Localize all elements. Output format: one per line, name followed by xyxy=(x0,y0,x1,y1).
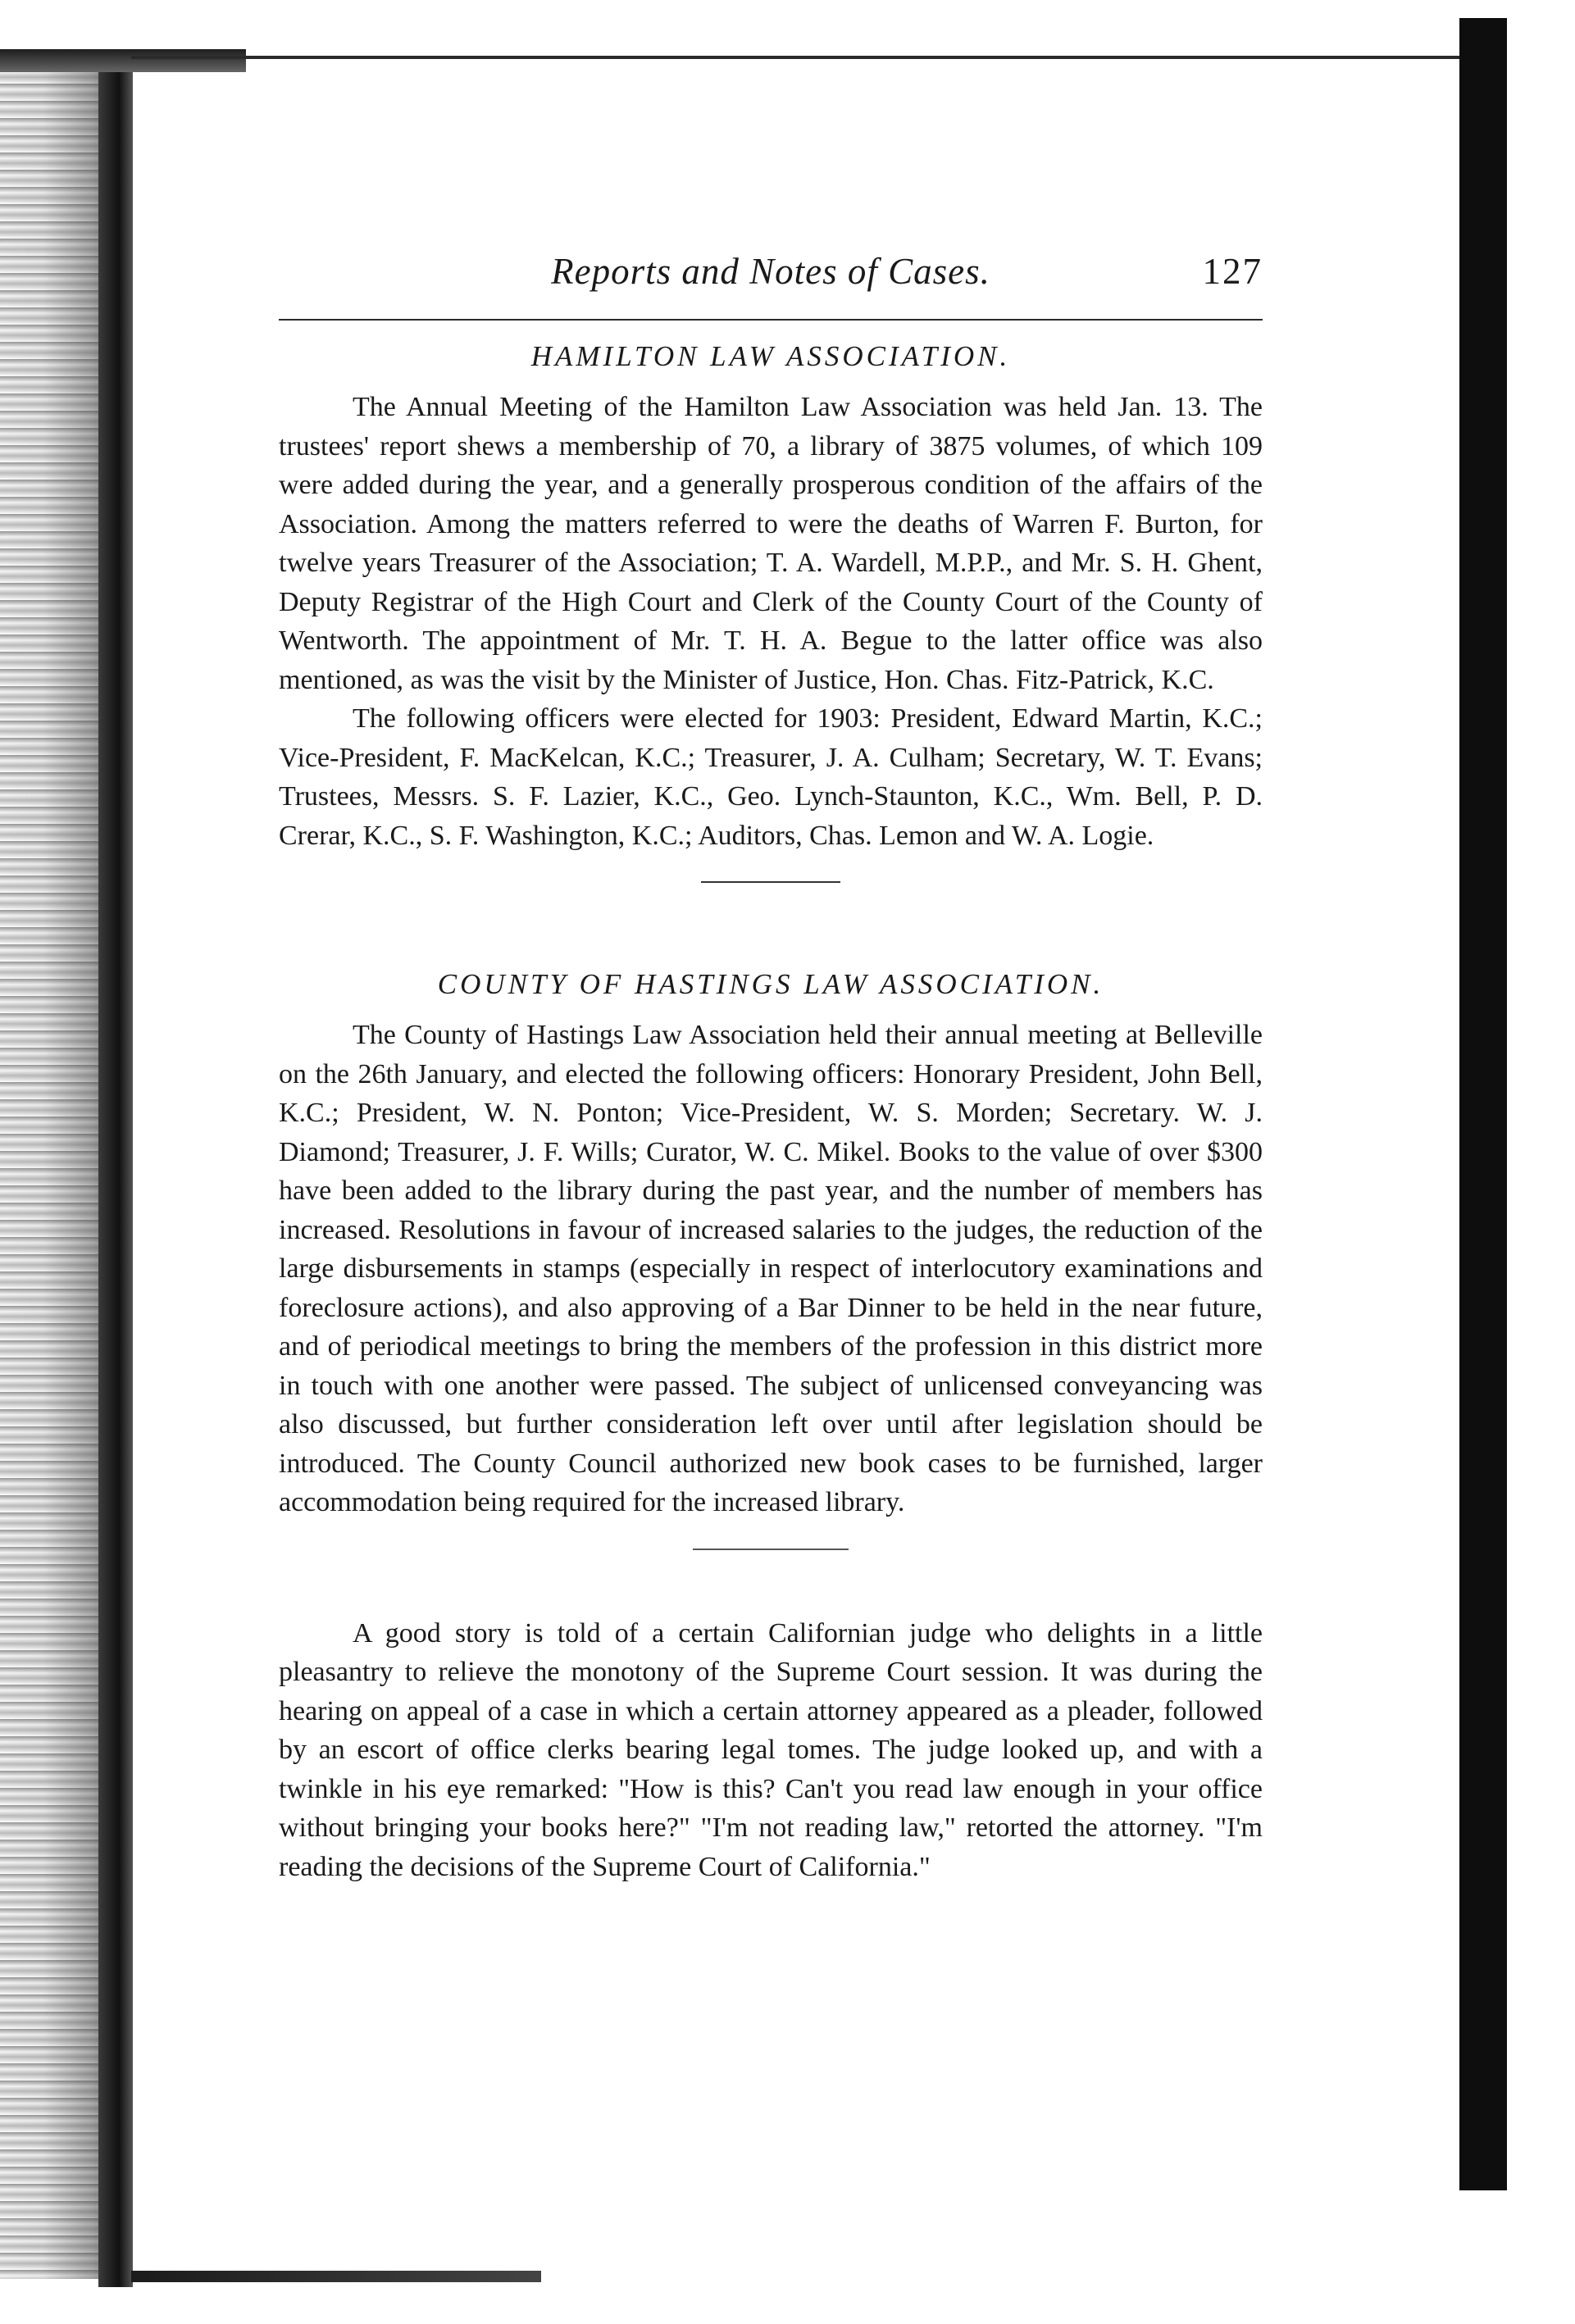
section-heading: HAMILTON LAW ASSOCIATION. xyxy=(530,340,1011,372)
section-county-of-hastings-law-association xyxy=(279,968,1263,1522)
section-anecdote xyxy=(279,1614,1263,1887)
scan-top-line xyxy=(131,56,1459,59)
scan-right-edge xyxy=(1459,18,1507,2190)
running-head-title: Reports and Notes of Cases. xyxy=(551,251,990,292)
paragraph: The following officers were elected for 1903: President, Edward Martin, K.C.; Vice-President, F. MacKelcan, K.C.; Treasurer, J. A. Culham; Secretary, W. T. Evans; Trustees, Messrs. S. F. Lazier, K.C., Geo. Lynch-Staunton, K.C., Wm. Bell, P. D. Crerar, K.C., S. F. Washington, K.C.; Auditors, Chas. Lemon and W. A. Logie. xyxy=(279,703,1263,851)
paragraph: The Annual Meeting of the Hamilton Law Association was held Jan. 13. The trustees' report shews a membership of 70, a library of 3875 volumes, of which 109 were added during the year, and a generally prosperous condition of the affairs of the Association. Among the matters referred to were the deaths of Warren F. Burton, for twelve years Treasurer of the Association; T. A. Wardell, M.P.P., and Mr. S. H. Ghent, Deputy Registrar of the High Court and Clerk of the County Court of the County of Wentworth. The appointment of Mr. T. H. A. Begue to the latter office was also mentioned, as was the visit by the Minister of Justice, Hon. Chas. Fitz-Patrick, K.C. xyxy=(279,392,1263,695)
section-hamilton-law-association xyxy=(279,340,1263,855)
paragraph: A good story is told of a certain Californian judge who delights in a little pleasantry to relieve the monotony of the Supreme Court session. It was during the hearing on appeal of a case in which a certain attorney appeared as a pleader, followed by an escort of office clerks bearing legal tomes. The judge looked up, and with a twinkle in his eye remarked: "How is this? Can't you read law enough in your office without bringing your books here?" "I'm not reading law," retorted the attorney. "I'm reading the decisions of the Supreme Court of California." xyxy=(279,1617,1263,1882)
paragraph: The County of Hastings Law Association held their annual meeting at Belleville on the 26th January, and elected the following officers: Honorary President, John Bell, K.C.; President, W. N. Ponton; Vice-President, W. S. Morden; Secretary. W. J. Diamond; Treasurer, J. F. Wills; Curator, W. C. Mikel. Books to the value of over $300 have been added to the library during the past year, and the number of members has increased. Resolutions in favour of increased salaries to the judges, the reduction of the large disbursements in stamps (especially in respect of interlocutory examinations and foreclosure actions), and also approving of a Bar Dinner to be held in the near future, and of periodical meetings to bring the members of the profession in this district more in touch with one another were passed. The subject of unlicensed conveyancing was also discussed, but further consideration left over until after legislation should be introduced. The County Council authorized new book cases to be furnished, larger accommodation being required for the increased library. xyxy=(279,1020,1263,1517)
running-head xyxy=(279,250,1263,316)
section-heading: COUNTY OF HASTINGS LAW ASSOCIATION. xyxy=(437,968,1104,1000)
page-number: 127 xyxy=(1202,251,1263,292)
scan-binding-edge xyxy=(98,49,133,2287)
scan-top-edge xyxy=(0,49,246,72)
page xyxy=(279,250,1263,1886)
scan-bottom-edge xyxy=(131,2271,541,2282)
header-rule xyxy=(279,319,1263,321)
